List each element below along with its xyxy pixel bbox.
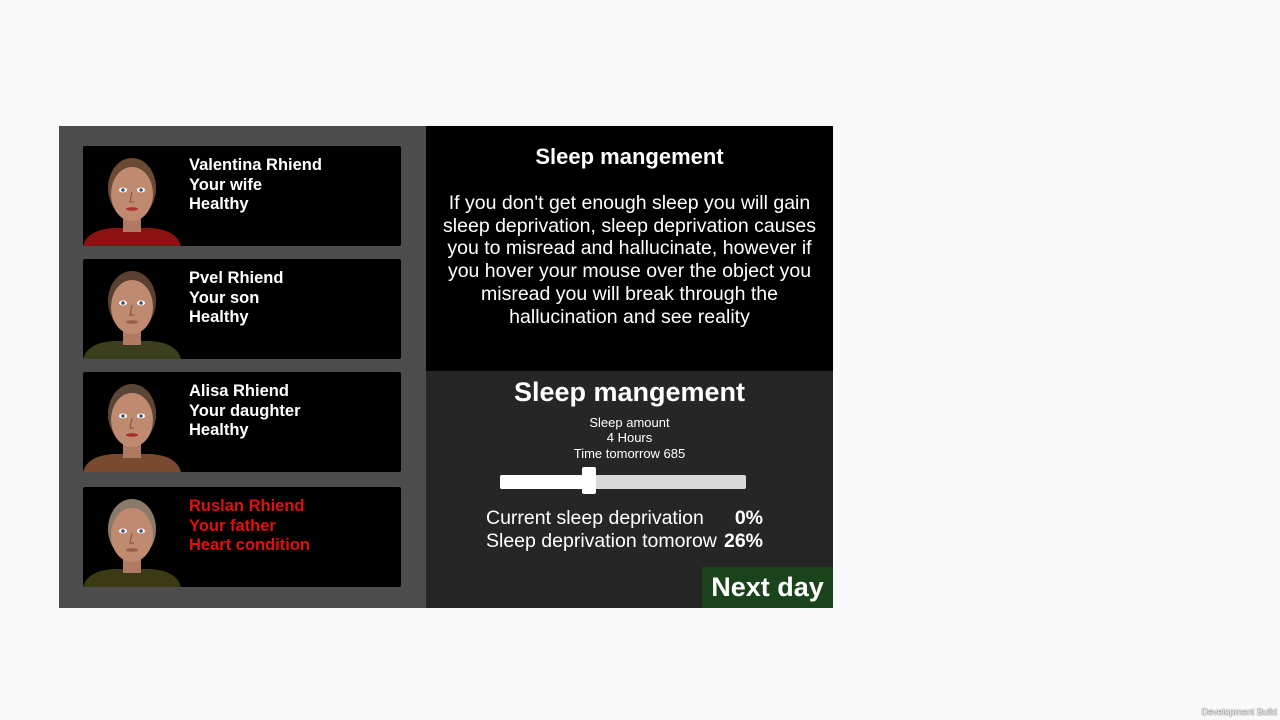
slider-handle[interactable] xyxy=(582,467,596,494)
current-deprivation-label: Current sleep deprivation xyxy=(486,507,704,529)
info-panel xyxy=(426,126,833,371)
member-status: Healthy xyxy=(189,195,249,213)
portrait-pupil-right xyxy=(139,529,143,533)
sleep-hours: 4 Hours xyxy=(606,430,653,445)
family-info xyxy=(189,156,322,215)
member-name: Alisa Rhiend xyxy=(189,382,289,400)
family-card-alisa xyxy=(83,372,401,472)
portrait-pupil-right xyxy=(139,414,143,418)
info-title: Sleep mangement xyxy=(535,144,724,169)
family-card-valentina xyxy=(83,146,401,246)
development-build-label: Development Build xyxy=(1201,707,1277,717)
family-card-pvel xyxy=(83,259,401,359)
member-name: Valentina Rhiend xyxy=(189,156,322,174)
current-deprivation-value: 0% xyxy=(734,507,763,529)
tomorrow-deprivation-value: 26% xyxy=(723,530,763,552)
time-tomorrow: Time tomorrow 685 xyxy=(573,446,686,461)
portrait-ruslan xyxy=(83,487,181,587)
portrait-pupil-right xyxy=(139,188,143,192)
member-relation: Your daughter xyxy=(189,401,301,420)
family-info xyxy=(189,497,310,556)
portrait-mouth xyxy=(126,320,138,324)
member-name: Ruslan Rhiend xyxy=(189,497,305,515)
sleep-amount-label: Sleep amount xyxy=(589,415,670,430)
family-info xyxy=(189,269,283,328)
portrait-pupil-left xyxy=(121,188,125,192)
portrait-mouth xyxy=(126,433,138,437)
sleep-slider[interactable] xyxy=(500,474,746,490)
portrait-pupil-left xyxy=(121,414,125,418)
member-relation: Your father xyxy=(189,516,276,535)
slider-fill xyxy=(500,475,589,489)
next-day-button[interactable]: Next day xyxy=(702,567,833,608)
portrait-pvel xyxy=(83,259,181,359)
portrait-mouth xyxy=(126,548,138,552)
sleep-management-panel xyxy=(426,371,833,608)
member-status: Heart condition xyxy=(189,536,311,554)
family-card-ruslan xyxy=(83,487,401,587)
info-text: If you don't get enough sleep you will gain sleep deprivation, sleep deprivation causes you to misread and hallucinate, however if you hover your mouse over the object you misread you will break through the hallucination and see reality xyxy=(443,192,816,328)
family-info xyxy=(189,382,301,441)
member-status: Healthy xyxy=(189,308,249,326)
portrait-pupil-left xyxy=(121,301,125,305)
family-panel xyxy=(59,126,426,608)
sleep-title: Sleep mangement xyxy=(513,377,746,407)
portrait-pupil-right xyxy=(139,301,143,305)
game-window xyxy=(59,126,833,608)
member-relation: Your son xyxy=(189,288,260,307)
portrait-valentina xyxy=(83,146,181,246)
tomorrow-deprivation-label: Sleep deprivation tomorow xyxy=(486,530,717,552)
member-status: Healthy xyxy=(189,421,249,439)
portrait-alisa xyxy=(83,372,181,472)
member-name: Pvel Rhiend xyxy=(189,269,284,287)
portrait-pupil-left xyxy=(121,529,125,533)
member-relation: Your wife xyxy=(189,175,263,194)
portrait-mouth xyxy=(126,207,138,211)
